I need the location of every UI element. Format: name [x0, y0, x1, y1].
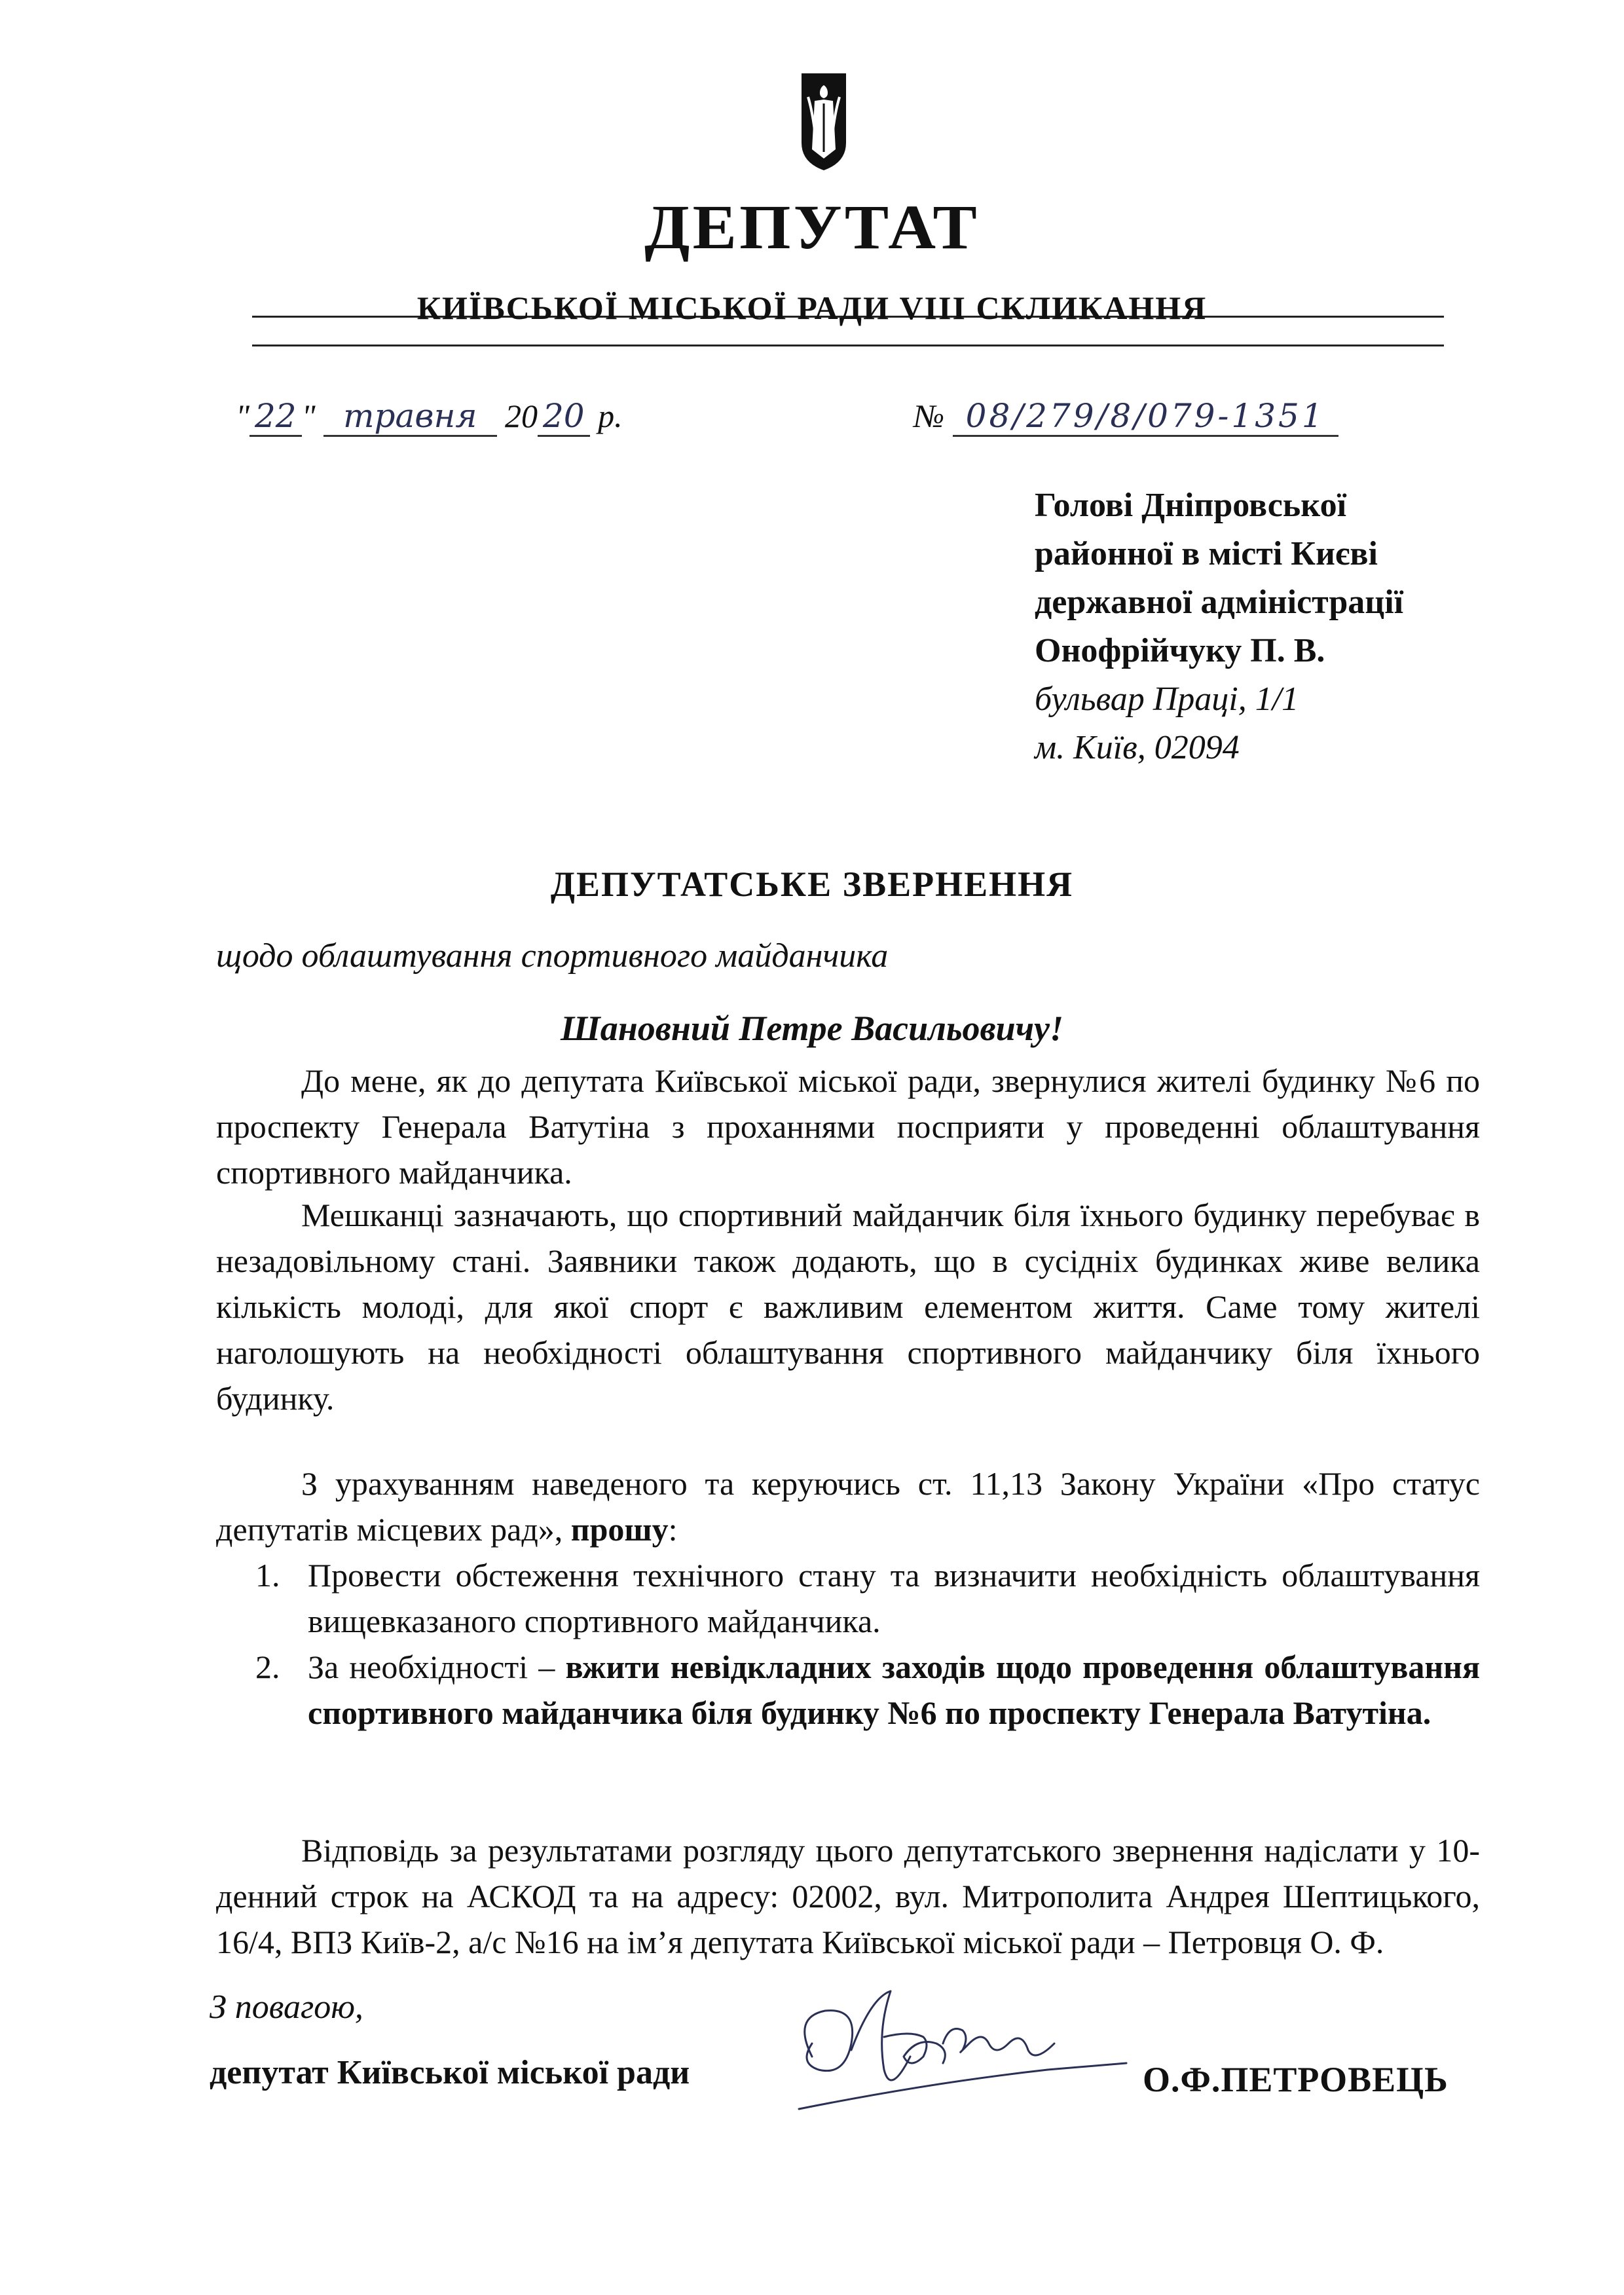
letterhead-title: ДЕПУТАТ — [644, 192, 980, 262]
addressee-street: бульвар Праці, 1/1 — [1035, 681, 1299, 718]
paragraph-3-text — [216, 1461, 1480, 1552]
date-day: 22 — [249, 397, 302, 437]
list-item-text: Провести обстеження технічного стану та визначити необхідність облаштування вищевказаного спортивного майданчика. — [308, 1557, 1480, 1639]
paragraph-3-main: З урахуванням наведеного та керуючись ст. 11,13 Закону України «Про статус депутатів місцевих рад», — [216, 1465, 1480, 1548]
paragraph-3 — [216, 1461, 1480, 1552]
date-year-prefix: 20 — [505, 398, 538, 434]
addressee-block — [1035, 481, 1598, 772]
paragraph-1-text: До мене, як до депутата Київської міської ради, звернулися жителі будинку №6 по проспекту Генерала Ватутіна з проханнями посприяти у проведенні облаштування спортивного майданчика. — [216, 1062, 1480, 1191]
date-quote-close: " — [301, 398, 316, 434]
list-item-text-plain: За необхідності – — [308, 1649, 555, 1685]
list-item-number: 2. — [255, 1649, 280, 1685]
paragraph-4-text: Відповідь за результатами розгляду цього депутатського звернення надіслати у 10-денний строк на АСКОД та на адресу: 02002, вул. Митрополита Андрея Шептицького, 16/4, ВПЗ Київ-2, а/с №16 на ім’я депутата Київської міської ради – Петровця О. Ф. — [216, 1832, 1480, 1960]
addressee-name: Онофрійчуку П. В. — [1035, 632, 1325, 669]
header-rule-bottom — [252, 345, 1444, 346]
document-number — [913, 393, 1338, 439]
addressee-line-2: районної в місті Києві — [1035, 535, 1378, 572]
addressee-city: м. Київ, 02094 — [1035, 729, 1240, 766]
document-subject: щодо облаштування спортивного майданчика — [216, 937, 889, 975]
date-year-suffix: 20 — [538, 397, 590, 437]
letterhead-subtitle: КИЇВСЬКОЇ МІСЬКОЇ РАДИ VIII СКЛИКАННЯ — [416, 289, 1208, 326]
kyiv-coat-of-arms-icon — [799, 71, 849, 173]
paragraph-1 — [216, 1058, 1480, 1195]
closing: З повагою, — [210, 1988, 363, 2026]
handwritten-signature — [773, 1978, 1139, 2122]
signer-role: депутат Київської міської ради — [210, 2054, 690, 2091]
paragraph-3-request: прошу — [570, 1511, 669, 1548]
number-prefix: № — [913, 398, 945, 434]
list-item — [242, 1552, 1480, 1644]
paragraph-3-colon: : — [668, 1511, 678, 1548]
document-title: ДЕПУТАТСЬКЕ ЗВЕРНЕННЯ — [550, 865, 1074, 904]
paragraph-2-text: Мешканці зазначають, що спортивний майданчик біля їхнього будинку перебуває в незадовільному стані. Заявники також додають, що в сусідніх будинках живе велика кількість молоді, для якої спорт є важливим елементом життя. Саме тому жителі наголошують на необхідності облаштування спортивного майданчику біля їхнього будинку. — [216, 1197, 1480, 1417]
addressee-line-1: Голові Дніпровської — [1035, 487, 1347, 524]
date-month: травня — [323, 397, 496, 437]
signer-name: О.Ф.ПЕТРОВЕЦЬ — [1143, 2060, 1449, 2099]
list-item — [242, 1644, 1480, 1736]
number-value: 08/279/8/079-1351 — [953, 397, 1338, 437]
list-item-text-bold: вжити невідкладних заходів щодо проведення облаштування спортивного майданчика біля будинку №6 по проспекту Генерала Ватутіна. — [308, 1649, 1481, 1731]
document-date — [236, 393, 623, 439]
salutation: Шановний Петре Васильовичу! — [560, 1009, 1064, 1048]
list-item-number: 1. — [255, 1557, 280, 1594]
date-quote-open: " — [236, 398, 249, 434]
addressee-line-3: державної адміністрації — [1035, 584, 1404, 621]
paragraph-2 — [216, 1192, 1480, 1421]
paragraph-4 — [216, 1827, 1480, 1965]
date-year-unit: р. — [598, 398, 623, 434]
